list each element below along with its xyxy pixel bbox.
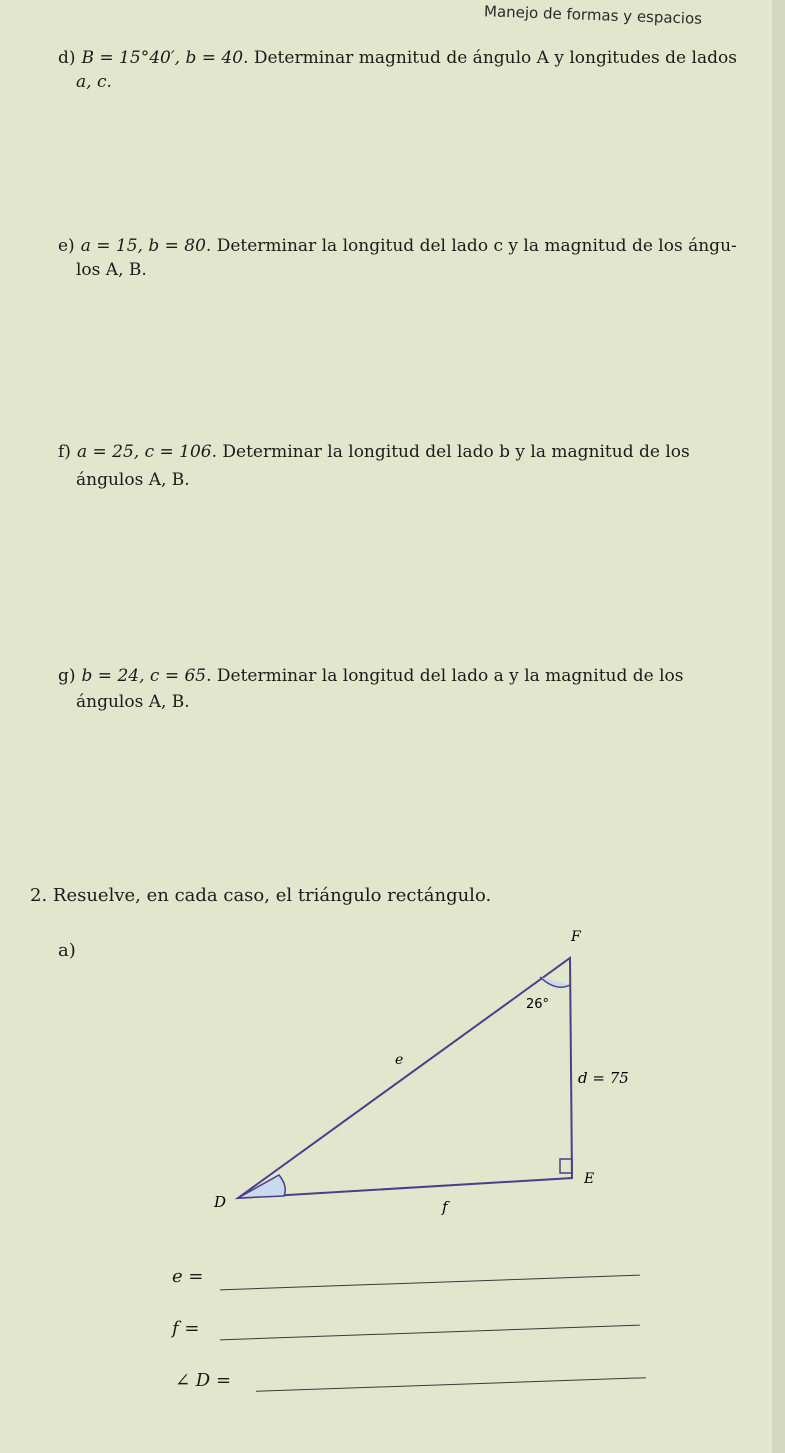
problem-e-condition: a = 15, b = 80 (80, 236, 206, 256)
right-angle-marker (560, 1159, 572, 1173)
problem-d-continuation: a, c. (76, 72, 112, 92)
vertex-e-label: E (584, 1171, 595, 1187)
problem-g-text: . Determinar la longitud del lado a y la magnitud de los (206, 666, 684, 686)
problem-g-condition: b = 24, c = 65 (81, 666, 207, 686)
problem-e-text: . Determinar la longitud del lado c y la magnitud de los ángu- (205, 236, 737, 256)
problem-f-label: f) (58, 442, 71, 462)
problem-e-continuation: los A, B. (76, 260, 147, 280)
angle-d-marker (238, 1175, 285, 1198)
page-header: Manejo de formas y espacios (483, 2, 703, 28)
problem-d-label: d) (58, 48, 76, 68)
side-e-label: e (395, 1052, 404, 1068)
triangle-outline (238, 958, 572, 1198)
vertex-d-label: D (214, 1193, 227, 1211)
problem-f-continuation: ángulos A, B. (76, 470, 190, 490)
problem-e-label: e) (58, 236, 75, 256)
angle-f-marker (540, 977, 570, 987)
problem-d-text: . Determinar magnitud de ángulo A y longitudes de lados (243, 48, 737, 68)
side-d-label: d = 75 (578, 1069, 629, 1087)
part-a-label: a) (58, 940, 76, 961)
answer-d-label: ∠ D = (175, 1370, 232, 1391)
vertex-f-label: F (571, 929, 581, 945)
problem-f-text: . Determinar la longitud del lado b y la magnitud de los (211, 442, 690, 462)
problem-d-condition: B = 15°40′, b = 40 (81, 48, 244, 68)
problem-f-condition: a = 25, c = 106 (76, 442, 212, 462)
side-f-label: f (442, 1198, 448, 1216)
problem-g-label: g) (58, 666, 76, 686)
section-2-title: 2. Resuelve, en cada caso, el triángulo rectángulo. (30, 885, 492, 906)
problem-g-continuation: ángulos A, B. (76, 692, 190, 712)
angle-f-value: 26° (526, 997, 550, 1012)
answer-f-label: f = (172, 1318, 200, 1339)
answer-e-label: e = (172, 1266, 204, 1287)
